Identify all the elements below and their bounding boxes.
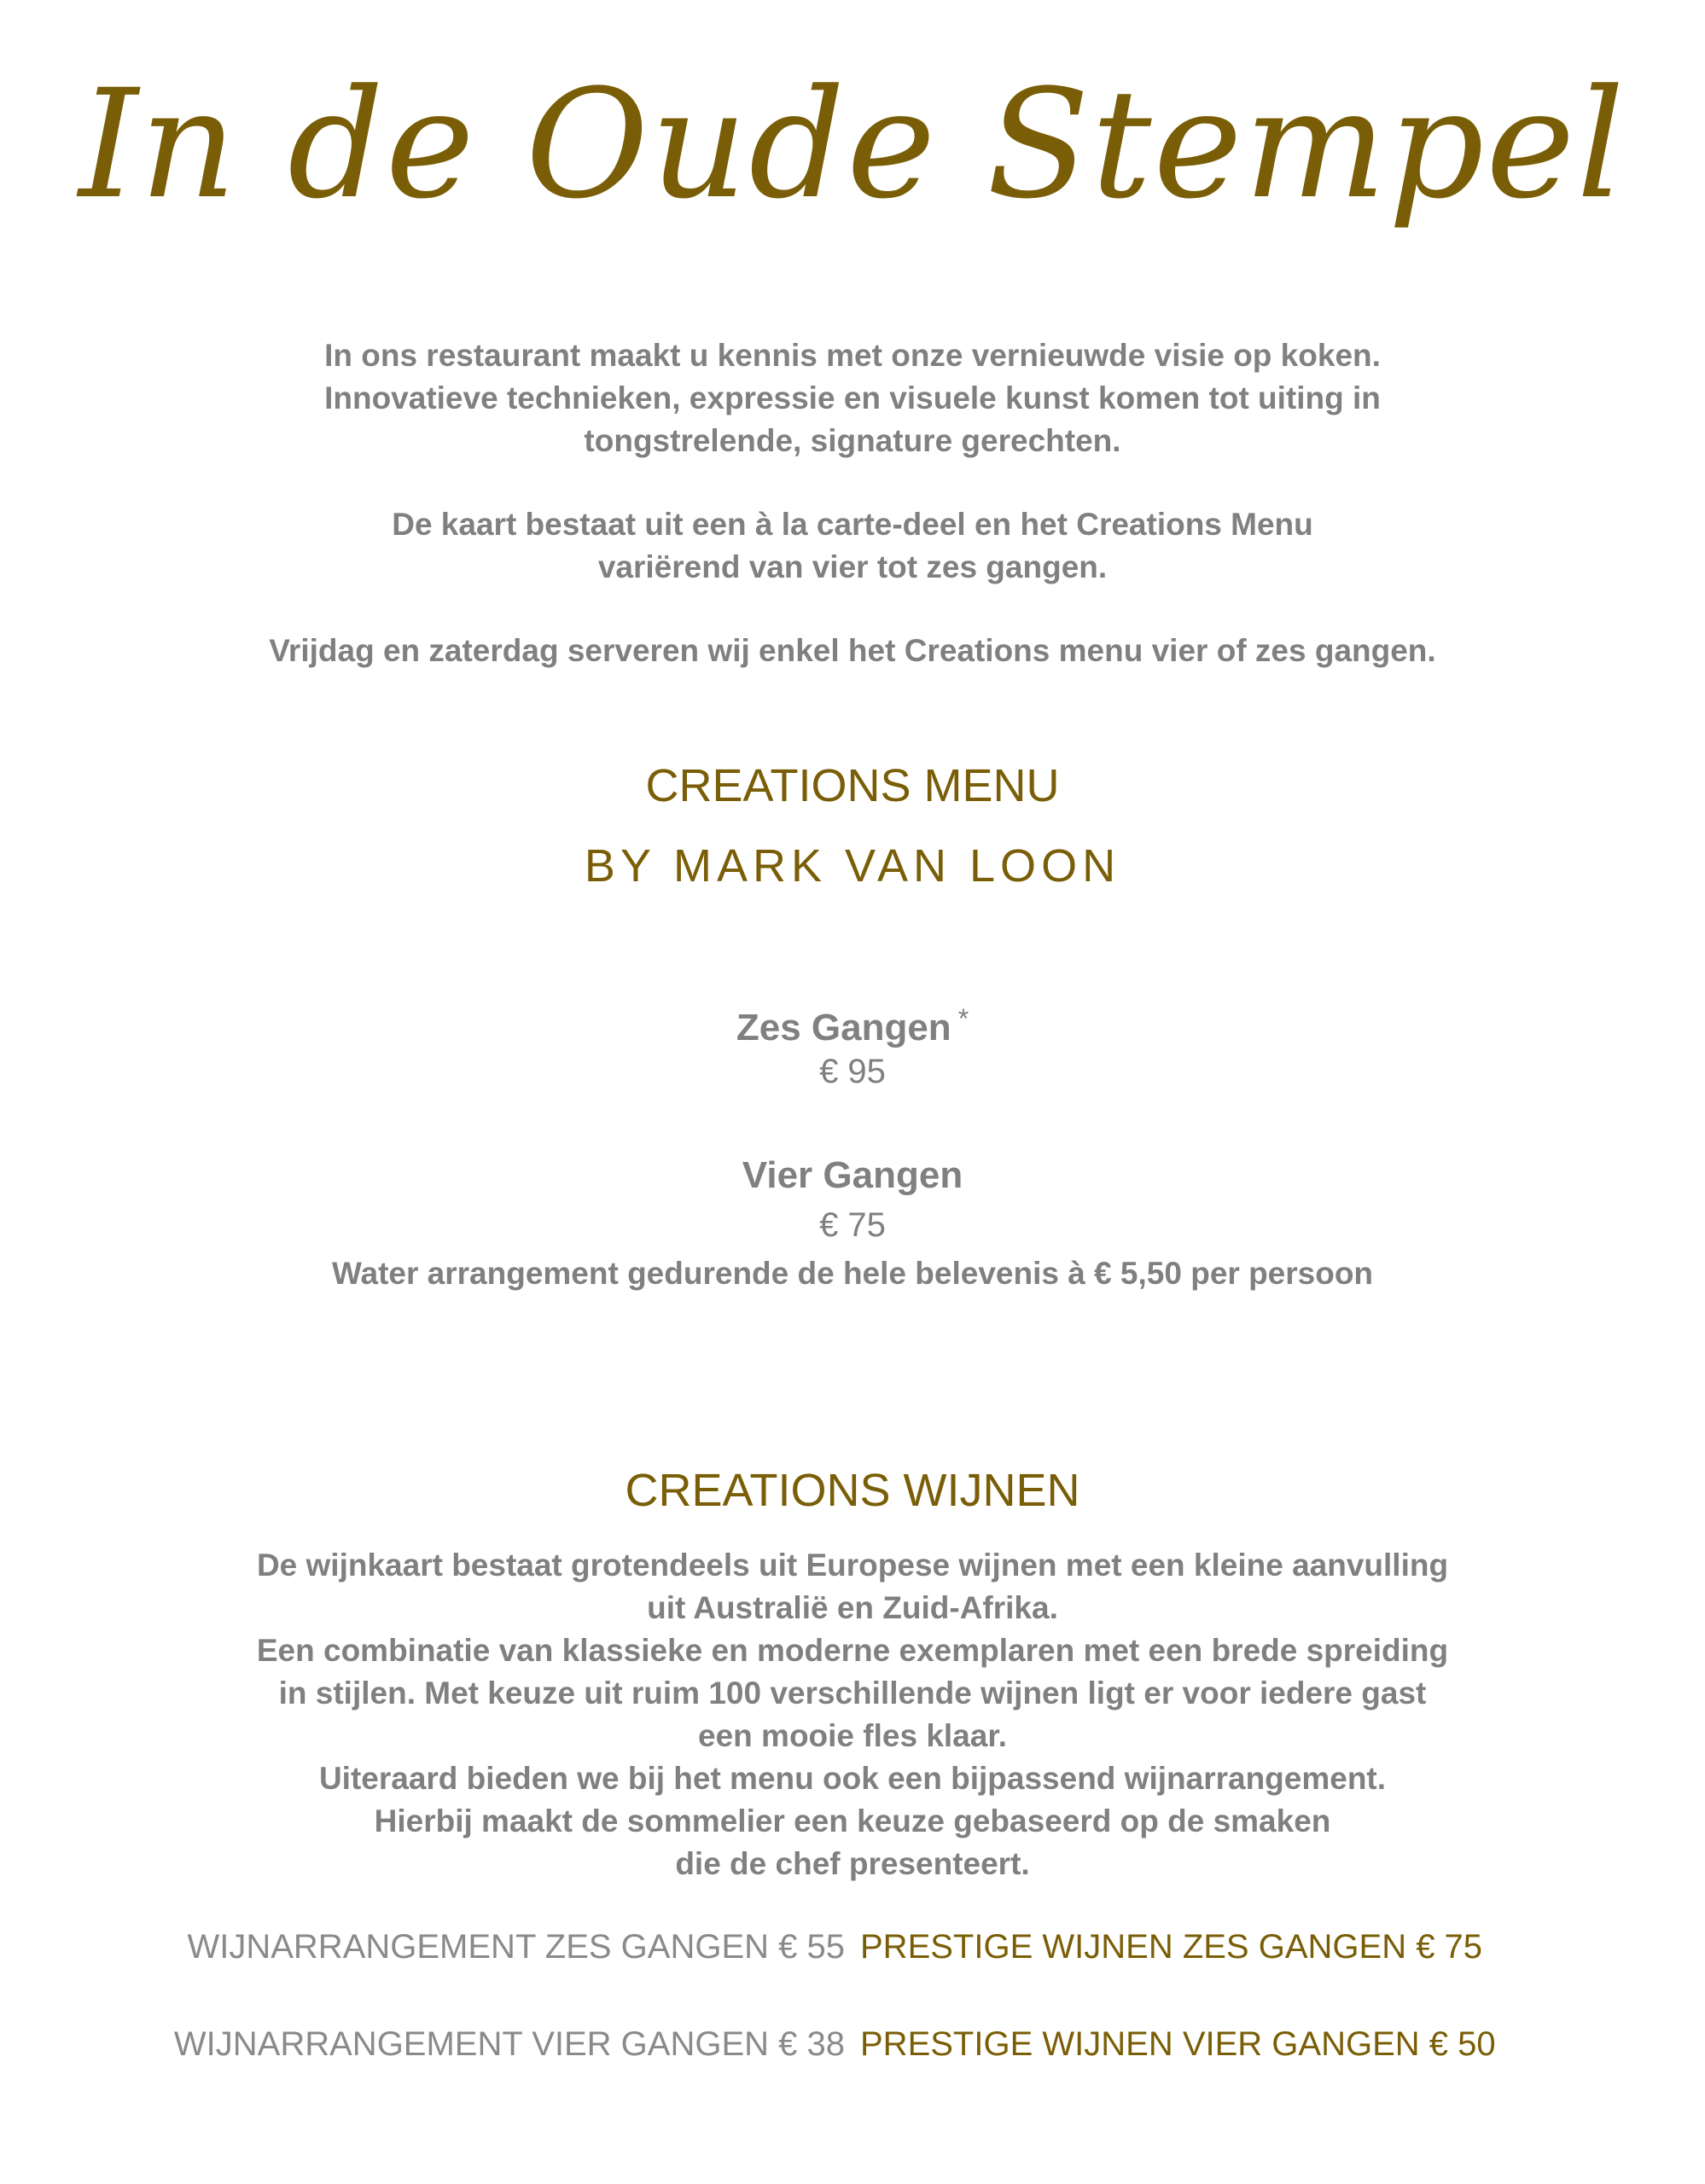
water-arrangement-note: Water arrangement gedurende de hele belevenis à € 5,50 per persoon [331,1256,1374,1291]
intro-line: De kaart bestaat uit een à la carte-deel en het Creations Menu [392,507,1313,542]
course-name-text: Vier Gangen [742,1154,963,1196]
course-name [0,995,1705,1052]
course-name-text: Zes Gangen [736,1007,951,1048]
creations-menu-heading: CREATIONS MENU [645,760,1060,811]
wines-line: uit Australië en Zuid-Afrika. [647,1590,1058,1625]
intro-line: tongstrelende, signature gerechten. [584,423,1121,458]
standard-wine-arrangement: WIJNARRANGEMENT VIER GANGEN € 38 [173,2025,845,2063]
prestige-wine-arrangement: PRESTIGE WIJNEN ZES GANGEN € 75 [860,1928,1483,1966]
wines-line: in stijlen. Met keuze uit ruim 100 verschillende wijnen ligt er voor iedere gast [278,1676,1427,1711]
creations-wines-heading: CREATIONS WIJNEN [625,1465,1080,1516]
intro-line: Vrijdag en zaterdag serveren wij enkel het Creations menu vier of zes gangen. [269,633,1436,668]
chef-subheading: BY MARK VAN LOON [584,840,1121,892]
wines-line: Hierbij maakt de sommelier een keuze gebaseerd op de smaken [374,1804,1331,1838]
wines-line: Een combinatie van klassieke en moderne exemplaren met een brede spreiding [256,1633,1449,1668]
arrangement-row [0,2018,1705,2070]
course-price: € 75 [819,1206,886,1244]
course-footnote-mark: * [957,1003,969,1034]
wines-line: een mooie fles klaar. [698,1718,1007,1753]
intro-line: Innovatieve technieken, expressie en visuele kunst komen tot uiting in [324,380,1381,415]
wines-line: die de chef presenteert. [675,1846,1030,1881]
course-price: € 95 [819,1053,886,1090]
course-name [0,1152,1705,1199]
prestige-wine-arrangement: PRESTIGE WIJNEN VIER GANGEN € 50 [860,2025,1496,2063]
standard-wine-arrangement: WIJNARRANGEMENT ZES GANGEN € 55 [187,1928,845,1966]
intro-line: In ons restaurant maakt u kennis met onze vernieuwde visie op koken. [324,338,1381,373]
arrangement-row [0,1921,1705,1972]
intro-text [0,334,1705,672]
intro-line: variërend van vier tot zes gangen. [597,549,1108,584]
wines-description [0,1544,1705,1885]
restaurant-title: In de Oude Stempel [79,57,1626,232]
wines-line: Uiteraard bieden we bij het menu ook een bijpassend wijnarrangement. [318,1761,1387,1796]
wines-line: De wijnkaart bestaat grotendeels uit Europese wijnen met een kleine aanvulling [256,1548,1449,1583]
